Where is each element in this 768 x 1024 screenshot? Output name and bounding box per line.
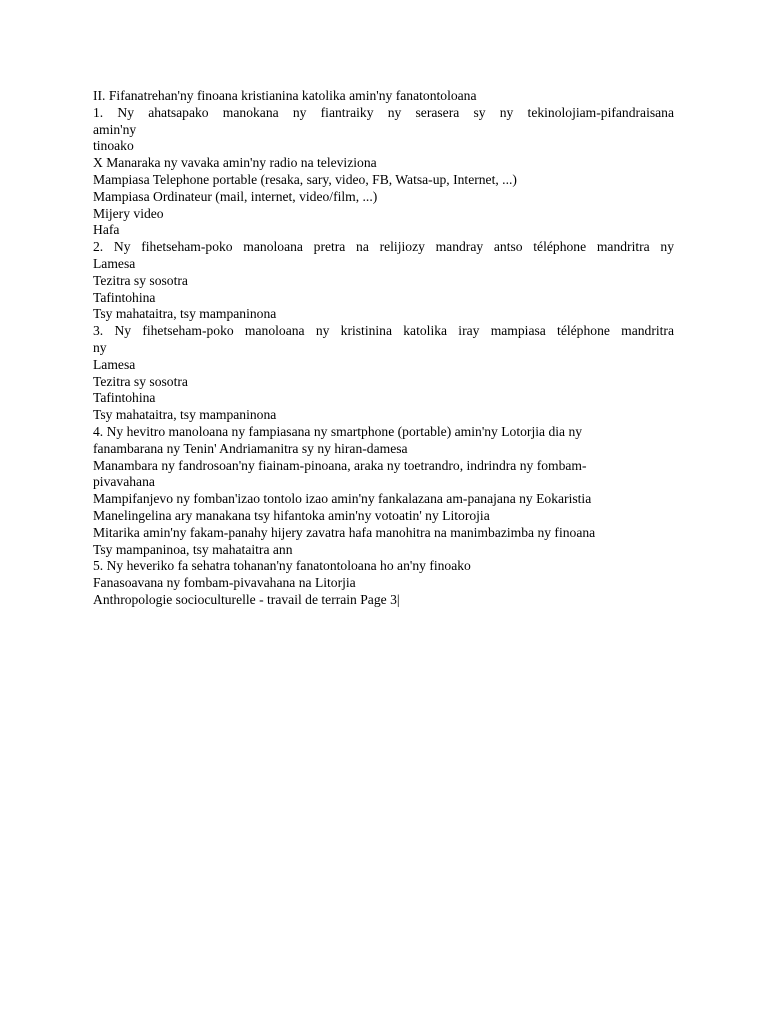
answer-option: Tafintohina <box>93 390 156 406</box>
answer-option: Tafintohina <box>93 289 156 305</box>
answer-option: Manelingelina ary manakana tsy hifantoka amin'ny votoatin' ny Litorojia <box>93 507 490 523</box>
answer-option: Tezitra sy sosotra <box>93 272 188 288</box>
question-3-line: 3. Ny fihetseham-poko manoloana ny kristinina katolika iray mampiasa téléphone mandritra <box>93 323 674 339</box>
answer-option: Fanasoavana ny fombam-pivavahana na Litorjia <box>93 575 356 591</box>
answer-option: Tsy mahataitra, tsy mampaninona <box>93 306 277 322</box>
question-1-line: 1. Ny ahatsapako manokana ny fiantraiky ny serasera sy ny tekinolojiam-pifandraisana <box>93 104 674 120</box>
answer-option: Tezitra sy sosotra <box>93 373 188 389</box>
question-4-continuation: fanambarana ny Tenin' Andriamanitra sy ny hiran-damesa <box>93 440 408 456</box>
answer-option: Tsy mampaninoa, tsy mahataitra ann <box>93 541 293 557</box>
question-2-continuation: Lamesa <box>93 255 136 271</box>
page-footer: Anthropologie socioculturelle - travail de terrain Page 3| <box>93 591 400 607</box>
question-2-line: 2. Ny fihetseham-poko manoloana pretra na relijiozy mandray antso téléphone mandritra ny <box>93 239 674 255</box>
answer-option: Manambara ny fandrosoan'ny fiainam-pinoana, araka ny toetrandro, indrindra ny fombam- <box>93 457 587 473</box>
answer-option-continuation: pivavahana <box>93 474 155 490</box>
answer-option: Mampifanjevo ny fomban'izao tontolo izao amin'ny fankalazana am-panajana ny Eokaristia <box>93 491 592 507</box>
answer-option: Mampiasa Telephone portable (resaka, sary, video, FB, Watsa-up, Internet, ...) <box>93 171 517 187</box>
answer-option: Hafa <box>93 222 120 238</box>
question-1-continuation: amin'ny <box>93 121 137 137</box>
question-1-continuation: tinoako <box>93 138 134 154</box>
answer-option: X Manaraka ny vavaka amin'ny radio na televiziona <box>93 155 377 171</box>
answer-option: Mijery video <box>93 205 164 221</box>
answer-option: Mitarika amin'ny fakam-panahy hijery zavatra hafa manohitra na manimbazimba ny finoana <box>93 524 596 540</box>
answer-option: Tsy mahataitra, tsy mampaninona <box>93 407 277 423</box>
question-4-line: 4. Ny hevitro manoloana ny fampiasana ny smartphone (portable) amin'ny Lotorjia dia ny <box>93 423 583 439</box>
question-5-line: 5. Ny heveriko fa sehatra tohanan'ny fanatontoloana ho an'ny finoako <box>93 558 471 574</box>
section-heading: II. Fifanatrehan'ny finoana kristianina katolika amin'ny fanatontoloana <box>93 88 477 103</box>
question-3-continuation: ny <box>93 339 107 355</box>
document-body <box>93 88 674 609</box>
question-3-continuation: Lamesa <box>93 356 136 372</box>
answer-option: Mampiasa Ordinateur (mail, internet, video/film, ...) <box>93 188 378 204</box>
